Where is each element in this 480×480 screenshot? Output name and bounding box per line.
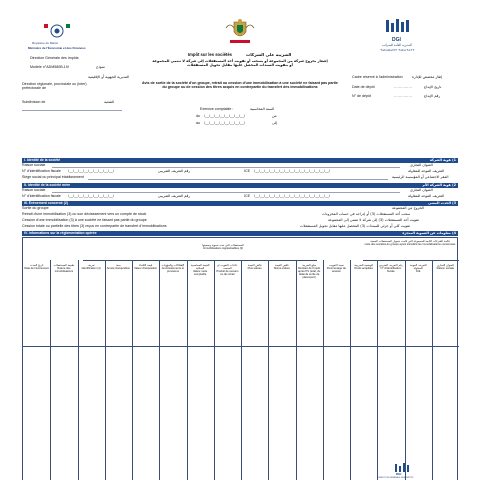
column-header <box>215 264 240 344</box>
section-3-header <box>22 201 458 206</box>
s1-if-label: N° d'identification fiscale <box>22 169 61 173</box>
s1-ice-label: ICE <box>244 169 250 173</box>
subdivision-ar: الشعبة <box>104 100 115 104</box>
column-header <box>24 264 49 344</box>
column-header-fr: Droits acquittés <box>354 267 373 271</box>
coat-of-arms-emblem <box>224 18 256 46</box>
form-title-ar: الضريبة على الشركات <box>246 52 292 57</box>
column-header <box>269 264 294 344</box>
column-header-fr: Moins-values <box>273 267 290 271</box>
admin-reserved-label: Cadre réservé à l'administration <box>352 75 403 79</box>
column-rule <box>323 260 324 480</box>
section-3-title-ar: 3) الحدث المعني <box>428 201 456 205</box>
column-header-fr: Nature des immobilisations <box>54 267 74 274</box>
period-to-ar: إلى <box>272 121 278 125</box>
column-header-fr: Date de l'événement <box>24 267 49 271</box>
exercise-label-ar: السنة المحاسبية <box>250 107 275 111</box>
column-header-fr: Valeur d'acquisition <box>134 267 158 271</box>
column-rule <box>50 260 51 480</box>
dgi-logo-tifinagh: ⵜⴰⵎⴰⵡⴰⵙⵜ ⵜⴰⵎⴰⵜⴰⵢⵜ <box>380 48 415 52</box>
column-header-fr: Identification (4) <box>81 267 101 271</box>
s2-ice-field[interactable]: /__/__/__/__/__/__/__/__/__/__/__/__/__/__/__/ <box>254 194 330 198</box>
form-title-fr: Impôt sur les sociétés <box>188 52 232 57</box>
column-header-fr: Amortissements et provisions <box>161 267 184 274</box>
column-header-fr: N° d'identification fiscale <box>380 267 402 274</box>
column-header-fr: Valeur nette comptable <box>192 270 208 277</box>
column-header-fr: Produit de cession ou de retrait <box>216 270 239 277</box>
column-header <box>297 264 322 344</box>
column-header-ar: رقم التعريف الضريبي <box>378 264 403 267</box>
s1-ice-field[interactable]: /__/__/__/__/__/__/__/__/__/__/__/__/__/__/__/ <box>254 169 330 173</box>
group-regularisable-ar: المستفعلات التي تمت تسوية وضعيتها <box>202 244 244 247</box>
s1-if-field[interactable]: /__/__/__/__/__/__/__/__/__/ <box>68 169 114 173</box>
column-header-ar: الإهتلاكات والمؤونات <box>161 264 185 267</box>
period-to-label: au <box>196 121 200 125</box>
ministry-logo <box>40 22 74 42</box>
dgi-logo-ar: المديرية العامة للضرائب <box>382 43 412 47</box>
s1-raison-field[interactable] <box>52 167 400 168</box>
s1-raison-ar: العنوان التجاري <box>410 163 433 167</box>
section-1-header <box>22 158 458 163</box>
column-header <box>406 264 431 344</box>
column-header-ar: عائدات التفويت أو السحب <box>217 264 238 271</box>
deposit-number-label: N° de dépôt <box>352 94 372 98</box>
column-header-ar: القيمة المحاسبية الصافية <box>190 264 210 271</box>
s2-raison-field[interactable] <box>52 192 400 193</box>
group-header-liste <box>363 240 457 246</box>
group-liste-fr: Liste des sociétés du groupe ayant transféré les immobilisations concernées <box>364 243 456 247</box>
section-2-title-ar: 2) هوية الشركة الأم <box>422 183 456 187</box>
section-4-header <box>22 231 458 236</box>
column-header <box>133 264 158 344</box>
column-rule <box>432 260 433 480</box>
event-titres-ar: تفويت كلي أو جزئي للسندات (3) المحصل عليها مقابل تحويل المستفعلات <box>300 224 410 228</box>
section-4-title-ar: 4) معلومات عن التسوية المنجزة <box>402 231 456 235</box>
section-2-title: II. Identité de la société mère <box>24 183 71 187</box>
column-rule <box>350 260 351 480</box>
period-from-label: du <box>196 114 200 118</box>
column-header-fr: Année d'acquisition <box>106 267 130 271</box>
column-header-ar: قيمة الاقتناء <box>139 264 153 267</box>
column-header-ar: فائض القيمة <box>247 264 262 267</box>
form-subtitle-fr: Avis de sortie de la société d'un groupe, retrait ou cession d'une immobilisation à une société ne faisant pas partie du groupe ou de cession des titres acquis en contrepartie du transfert des immobilisations <box>142 81 338 89</box>
s2-raison-label: Raison sociale <box>22 188 46 192</box>
column-header-ar: مبلغ الضريبة <box>302 264 317 267</box>
event-sortie-label: Sortie du groupe <box>22 206 49 210</box>
exercise-label: Exercice comptable : <box>200 107 234 111</box>
column-rule <box>159 260 160 480</box>
regional-direction-ar: المديرية الجهوية أو الإقليمية <box>88 75 130 79</box>
period-to-field[interactable]: /__/__/__/__/__/__/__/__/ <box>204 121 245 125</box>
section-2-header <box>22 183 458 188</box>
event-retrait-ar: سحب أحد المستفعلات (3) أو إدراجه في حساب المخزونات <box>322 212 411 216</box>
period-from-ar: من <box>272 114 277 118</box>
column-rule <box>132 260 133 480</box>
footer-brand-sub: DIRECTION GÉNÉRALE DES IMPÔTS <box>378 477 414 479</box>
column-header-ar: سنة <box>116 264 121 267</box>
column-header-ar: التعريف الموحد للمقاولة <box>409 264 427 271</box>
ministry-name: Ministère de l'Économie et des Finances <box>28 46 86 50</box>
column-rule <box>187 260 188 480</box>
model-number: Modèle n°ADM580B-19I <box>30 65 69 69</box>
column-header <box>188 264 213 344</box>
s1-siege-label: Siège social ou principal établissement <box>22 175 84 179</box>
column-header-ar: نسبة التفويت <box>328 264 344 267</box>
column-rule <box>105 260 106 480</box>
deposit-date-ar: تاريخ الإيداع <box>424 85 442 89</box>
event-retrait-label: Retrait d'une immobilisation (3) ou son déclassement vers un compte de stock <box>22 212 147 216</box>
column-header-ar: ناقص القيمة <box>275 264 289 267</box>
section-1-title-ar: 1) هوية الشركة <box>429 158 456 162</box>
column-rule <box>241 260 242 480</box>
section-1-title: I. Identité de la société <box>24 158 61 162</box>
dgi-logo <box>380 18 420 38</box>
event-cession-ar: تفويت أحد المستفعلات (3) إلى شركة لا تنتمي إلى المجموعة <box>328 218 419 222</box>
deposit-number-field[interactable]: …………… <box>394 94 412 98</box>
regional-direction-label: Direction régionale, provinciale ou (inter) préfectorale de <box>22 82 87 90</box>
deposit-date-field[interactable]: …………… <box>394 85 412 89</box>
column-header <box>242 264 267 344</box>
column-header <box>433 264 458 344</box>
s2-ice-label: ICE <box>244 194 250 198</box>
s1-if-ar: رقم التعريف الضريبي <box>158 169 191 173</box>
column-header <box>160 264 185 344</box>
model-number-ar: نموذج <box>96 65 105 69</box>
s1-siege-ar: المقر الاجتماعي أو المؤسسة الرئيسية <box>392 175 449 179</box>
dgi-logo-text: DGI <box>392 37 401 43</box>
s1-raison-label: Raison sociale <box>22 163 46 167</box>
column-header-fr: Montant de l'impôt après l'IS (total, du délai de sortie de placement) <box>297 267 321 280</box>
deposit-date-label: Date de dépôt <box>352 85 375 89</box>
subdivision-label: Subdivision de <box>22 100 46 104</box>
directorate-name: Direction Générale des Impôts <box>30 56 79 60</box>
admin-reserved-ar: إطار مخصص للإدارة <box>412 75 443 79</box>
group-header-regularisable <box>173 244 273 250</box>
s2-if-field[interactable]: /__/__/__/__/__/__/__/__/__/ <box>68 194 114 198</box>
column-rule <box>377 260 378 480</box>
form-subtitle-ar: إشعار بخروج شركة من المجموعة أو بسحب أو تفويت أحد المستفعلات إلى شركة لا تنتمي للمجموعة أو بتفويت السندات المحصل عليها مقابل تحويل المستفعلات <box>152 59 328 67</box>
column-rule <box>405 260 406 480</box>
event-titres-label: Cession totale ou partielle des titres (3) reçus en contrepartie de transfert d'immobilisations <box>22 224 167 228</box>
s1-ice-ar: التعريف الموحد للمقاولة <box>408 169 445 173</box>
event-cession-label: Cession d'une immobilisation (3) à une société ne faisant pas partie du groupe <box>22 218 147 222</box>
column-header <box>106 264 131 344</box>
left-logo-text: Royaume du Maroc <box>32 41 59 45</box>
column-header <box>79 264 104 344</box>
column-header-fr: Pourcentage de cession <box>326 267 346 274</box>
section-3-title: III. Événement concerné (2) <box>24 201 68 205</box>
column-rule <box>296 260 297 480</box>
column-header-ar: الوضعية الضريبية <box>354 264 374 267</box>
section-4-title: IV. Informations sur la réglementation opérée <box>24 231 97 235</box>
s2-if-ar: رقم التعريف الضريبي <box>158 194 191 198</box>
column-rule <box>214 260 215 480</box>
column-header-ar: تاريخ الحدث <box>29 264 44 267</box>
s2-if-label: N° d'identification fiscale <box>22 194 61 198</box>
event-sortie-ar: الخروج من المجموعة <box>392 206 424 210</box>
column-header-ar: العنوان التجاري <box>436 264 454 267</box>
column-header <box>378 264 403 344</box>
s1-siege-field[interactable] <box>88 179 388 180</box>
column-rule <box>268 260 269 480</box>
column-header-fr: ICE <box>415 270 421 274</box>
group-regularisable-fr: Immobilisations régularisables (3) <box>202 247 244 251</box>
column-header-ar: طبيعة المستفعلات <box>53 264 75 267</box>
column-rule <box>78 260 79 480</box>
column-header <box>51 264 76 344</box>
s2-ice-ar: التعريف الموحد للمقاولة <box>408 194 445 198</box>
footer-brand: DGI <box>396 472 402 476</box>
column-header <box>324 264 349 344</box>
column-header <box>351 264 376 344</box>
deposit-number-ar: رقم الإيداع <box>424 94 441 98</box>
column-header-fr: Plus-values <box>247 267 262 271</box>
group-divider-left <box>83 260 317 261</box>
group-liste-ar: قائمة الشركات التابعة للمجموعة التي قامت بتحويل المستفعلات المعنية <box>370 240 450 243</box>
column-header-ar: تعريف <box>87 264 95 267</box>
subdivision-field[interactable] <box>22 110 122 111</box>
s2-raison-ar: العنوان التجاري <box>410 188 433 192</box>
period-from-field[interactable]: /__/__/__/__/__/__/__/__/ <box>204 114 245 118</box>
column-header-fr: Raison sociale <box>436 267 455 271</box>
regularisation-table <box>22 237 458 480</box>
